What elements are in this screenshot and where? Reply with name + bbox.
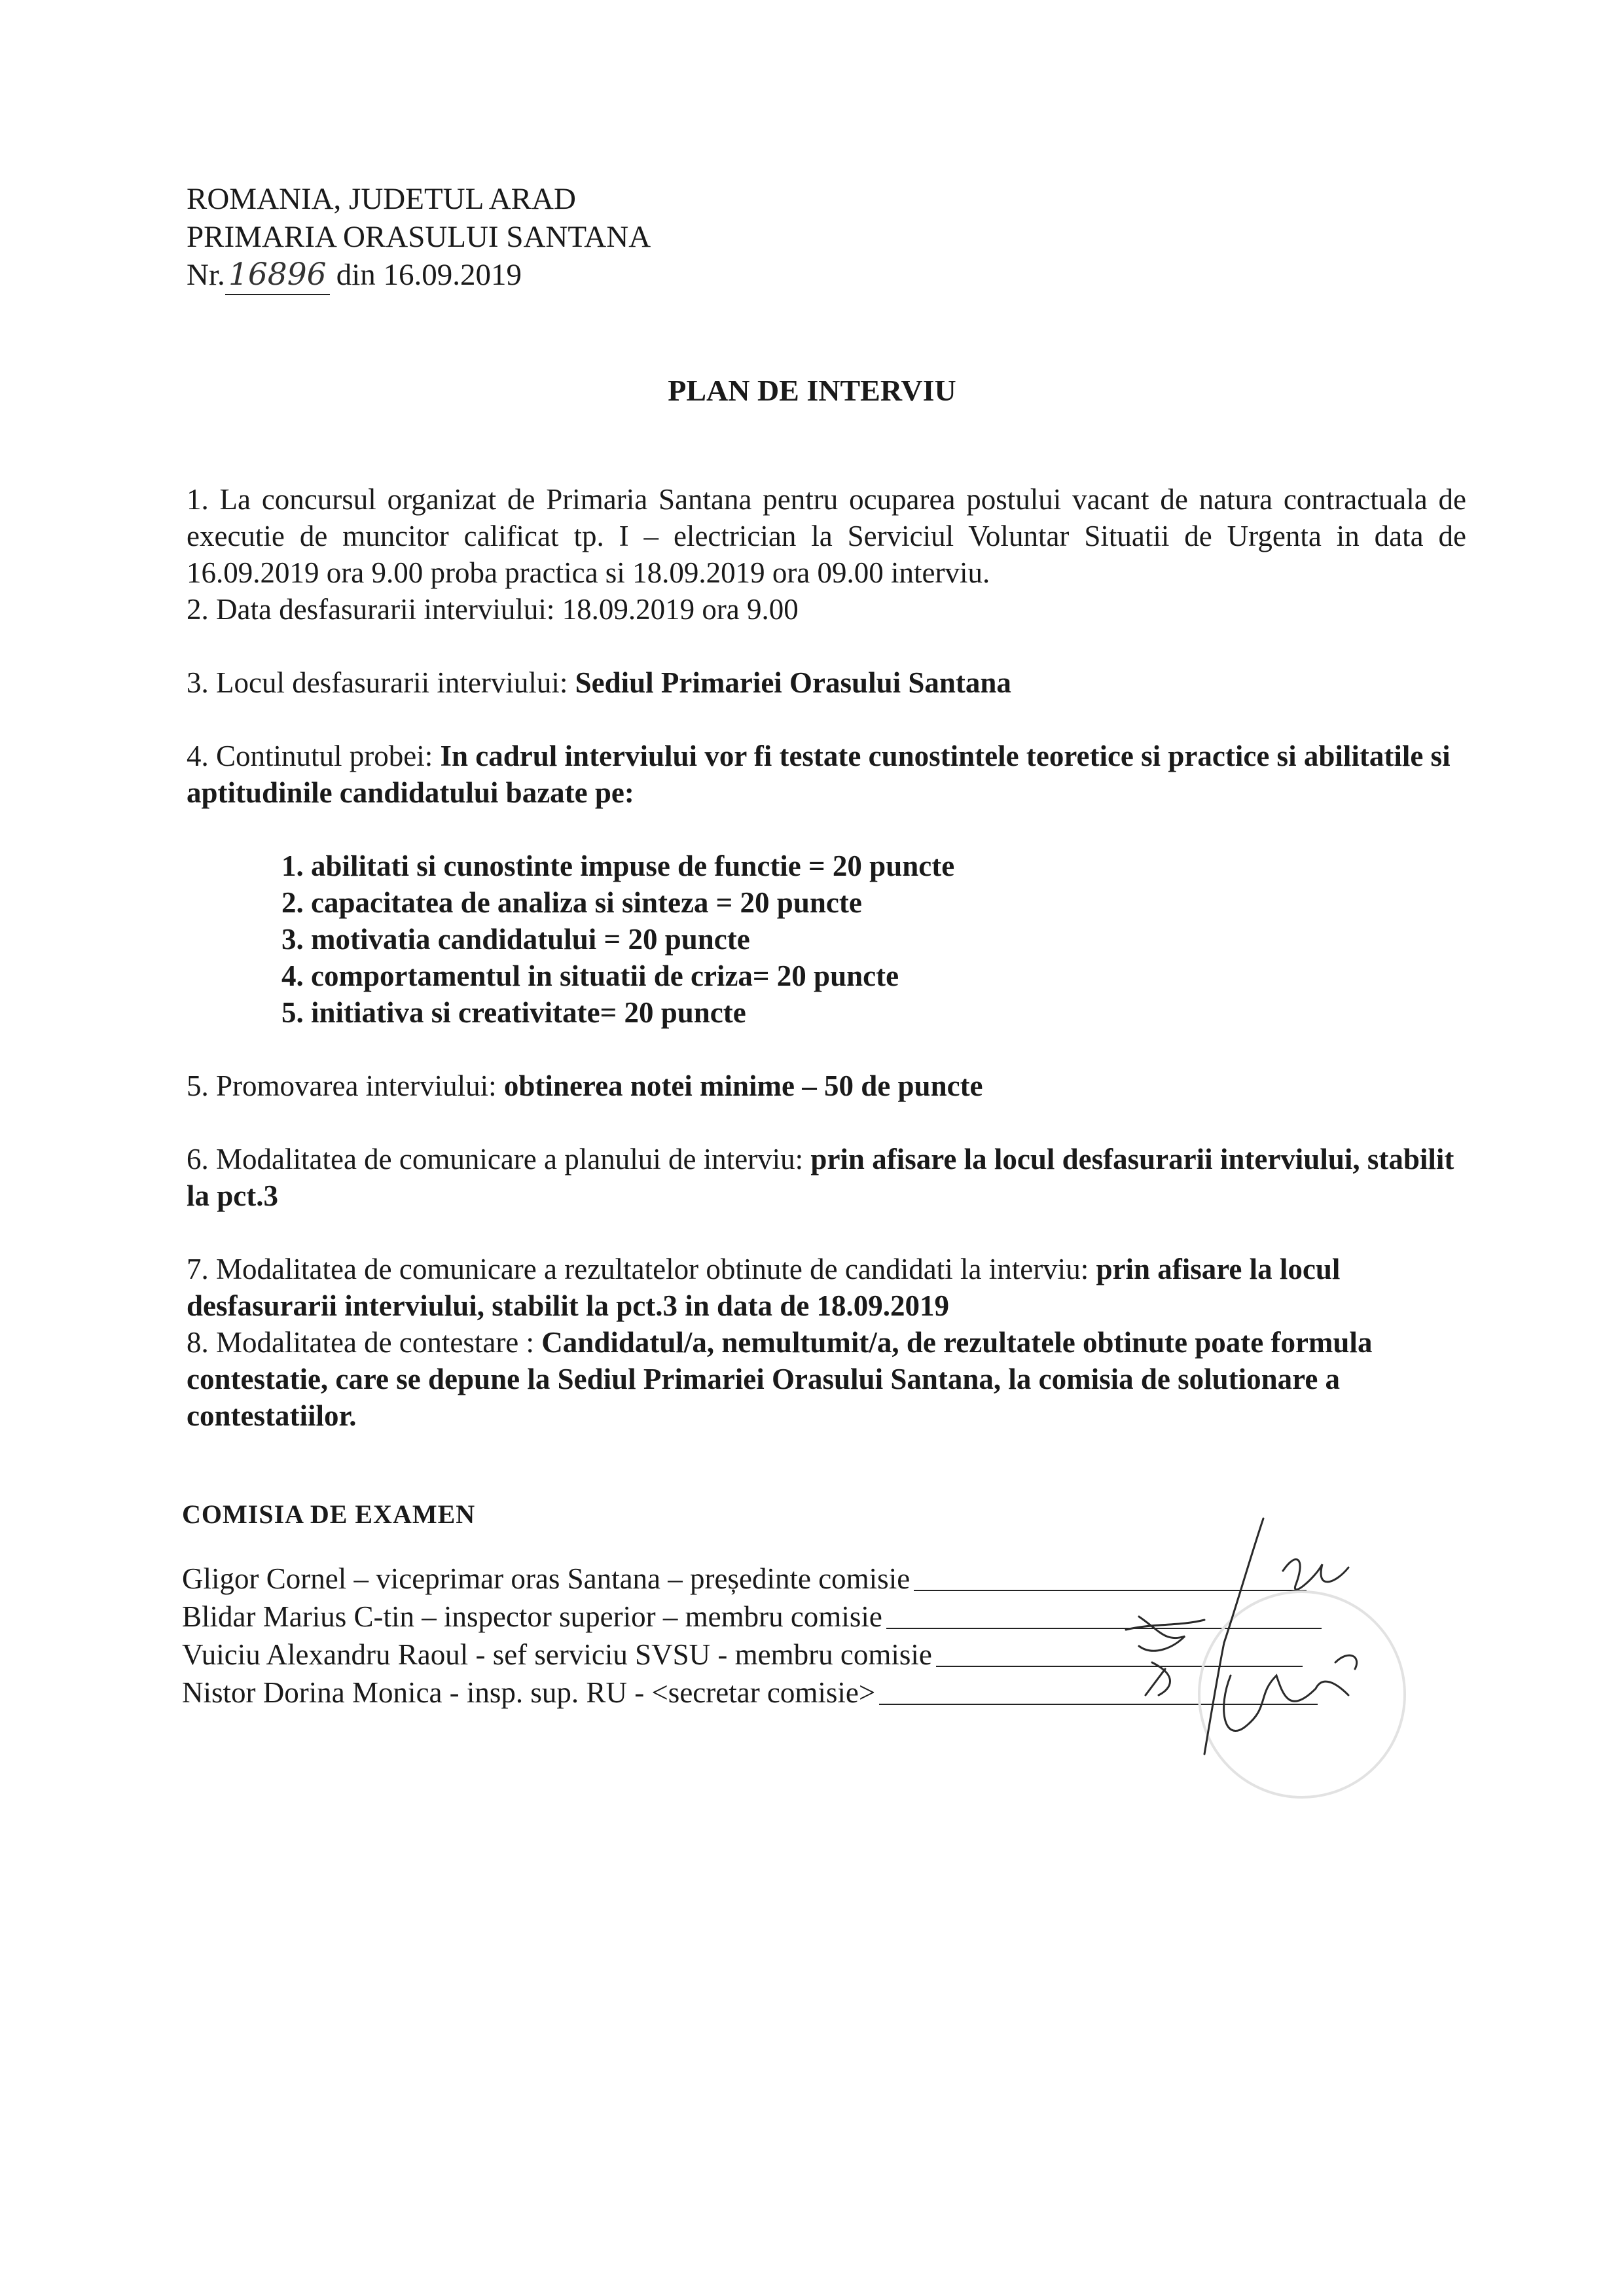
member-name: Gligor Cornel – viceprimar oras Santana – președinte comisie	[182, 1562, 911, 1595]
item-3-value: Sediul Primariei Orasului Santana	[575, 666, 1011, 699]
registration-label: Nr.	[187, 258, 225, 292]
header-line-county: ROMANIA, JUDETUL ARAD	[187, 182, 576, 216]
item-4-label: 4. Continutul probei:	[187, 740, 441, 772]
criteria-item: 3. motivatia candidatului = 20 puncte	[281, 923, 750, 956]
page-title: PLAN DE INTERVIU	[668, 374, 956, 407]
item-8-label: 8. Modalitatea de contestare :	[187, 1326, 542, 1359]
item-6-label: 6. Modalitatea de comunicare a planului de interviu:	[187, 1143, 811, 1175]
criteria-item: 4. comportamentul in situatii de criza= 20 puncte	[281, 960, 899, 992]
item-8	[187, 1324, 1466, 1434]
item-7	[187, 1251, 1466, 1324]
item-3	[187, 664, 1466, 701]
item-3-label: 3. Locul desfasurarii interviului:	[187, 666, 575, 699]
criteria-item: 2. capacitatea de analiza si sinteza = 20 puncte	[281, 886, 862, 919]
member-name: Vuiciu Alexandru Raoul - sef serviciu SVSU - membru comisie	[182, 1638, 932, 1671]
item-1: 1. La concursul organizat de Primaria Santana pentru ocuparea postului vacant de natura contractuala de executie de muncitor calificat tp. I – electrician la Serviciul Voluntar Situatii de Urgenta in data de 16.09.2019 ora 9.00 proba practica si 18.09.2019 ora 09.00 interviu.	[187, 483, 1466, 589]
document-body	[187, 481, 1466, 1434]
registration-line	[187, 256, 651, 295]
item-5-label: 5. Promovarea interviului:	[187, 1069, 504, 1102]
document-header	[187, 180, 651, 295]
member-name: Nistor Dorina Monica - insp. sup. RU - <secretar comisie>	[182, 1676, 876, 1709]
registration-number: 16896	[225, 256, 330, 295]
item-2: 2. Data desfasurarii interviului: 18.09.2019 ora 9.00	[187, 593, 799, 626]
item-6	[187, 1141, 1466, 1214]
criteria-list	[281, 848, 1466, 1031]
criteria-item: 5. initiativa si creativitate= 20 puncte	[281, 996, 746, 1029]
item-5-value: obtinerea notei minime – 50 de puncte	[503, 1069, 983, 1102]
item-6-value: prin afisare la locul desfasurarii interviului, stabilit la pct.3	[187, 1143, 1454, 1212]
commission-title: COMISIA DE EXAMEN	[182, 1499, 476, 1529]
item-4-value: In cadrul interviului vor fi testate cunostintele teoretice si practice si abilitatile si aptitudinile candidatului bazate pe:	[187, 740, 1451, 809]
header-line-institution: PRIMARIA ORASULUI SANTANA	[187, 220, 651, 254]
criteria-item: 1. abilitati si cunostinte impuse de functie = 20 puncte	[281, 850, 955, 882]
item-4	[187, 738, 1466, 811]
item-5	[187, 1067, 1466, 1104]
item-7-label: 7. Modalitatea de comunicare a rezultatelor obtinute de candidati la interviu:	[187, 1253, 1096, 1285]
handwritten-signatures	[1008, 1479, 1466, 1780]
item-8-value: Candidatul/a, nemultumit/a, de rezultatele obtinute poate formula contestatie, care se depune la Sediul Primariei Orasului Santana, la comisia de solutionare a contestatiilor.	[187, 1326, 1373, 1432]
item-7-value: prin afisare la locul desfasurarii interviului, stabilit la pct.3 in data de 18.09.2019	[187, 1253, 1341, 1322]
member-name: Blidar Marius C-tin – inspector superior – membru comisie	[182, 1600, 882, 1633]
registration-date: din 16.09.2019	[336, 258, 522, 292]
